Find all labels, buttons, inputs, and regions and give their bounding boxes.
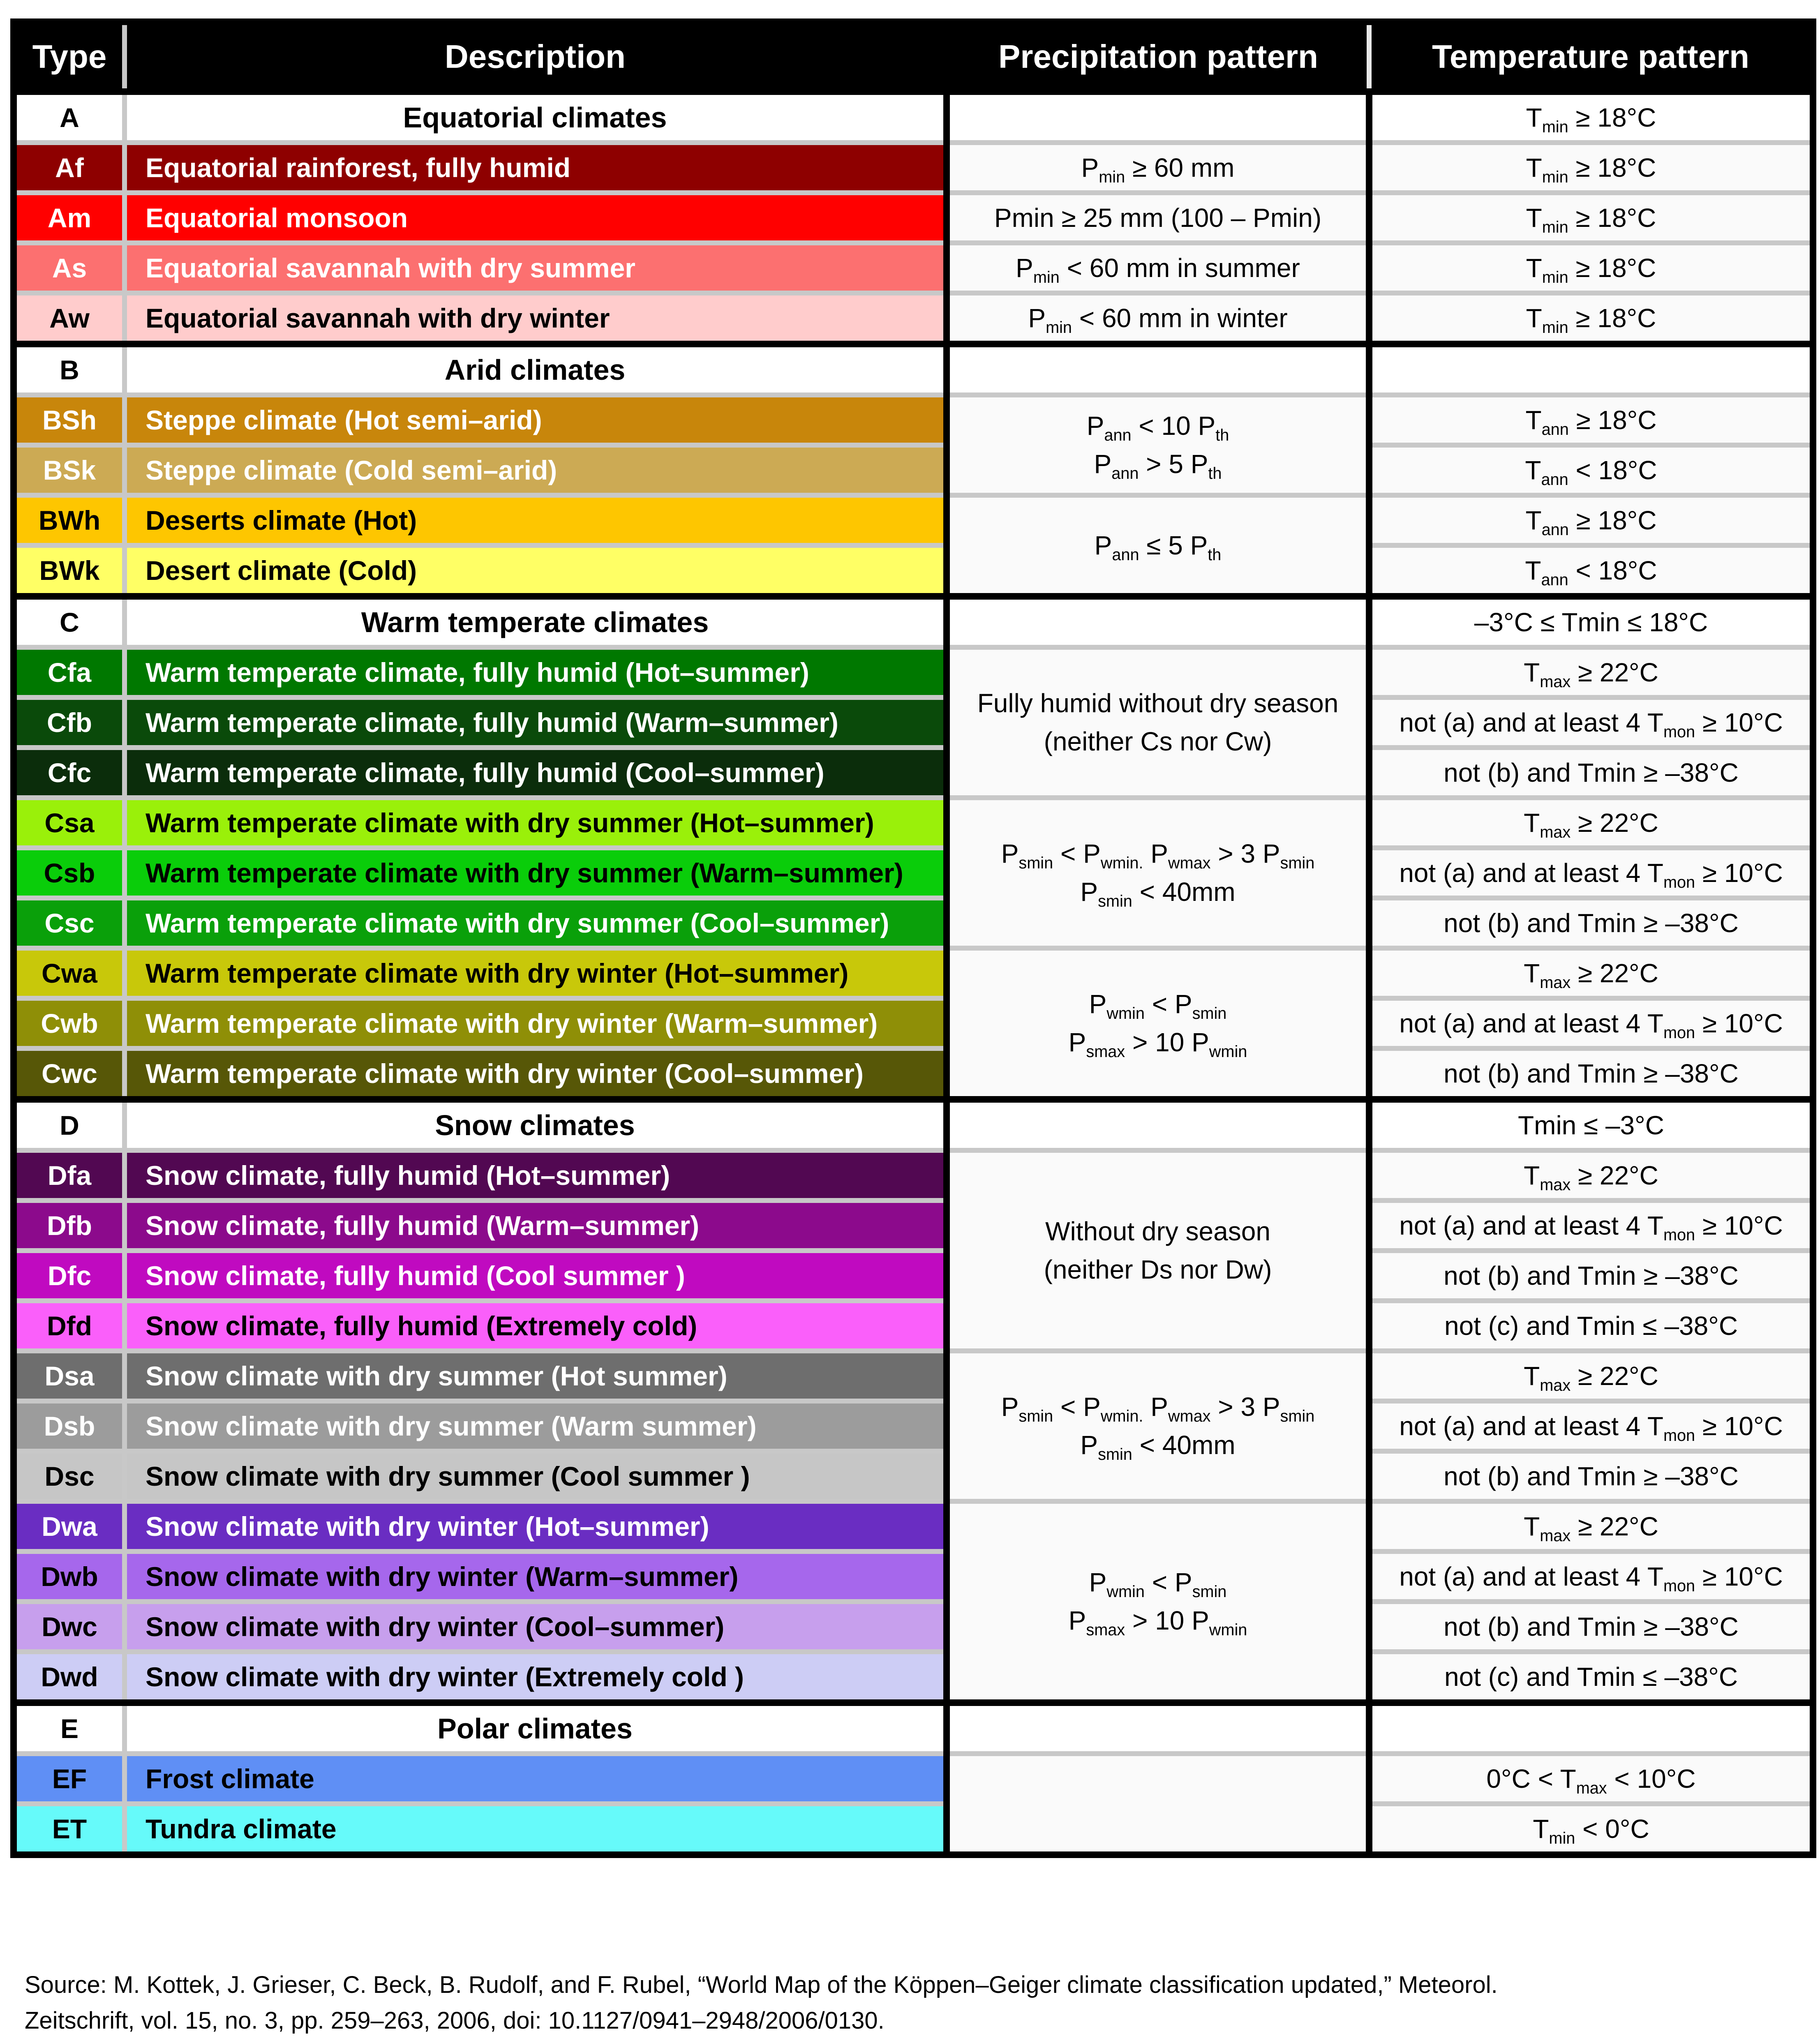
description-cell: Snow climates [125, 1099, 947, 1150]
row-cwb [14, 998, 1813, 1048]
precipitation-cell [947, 344, 1369, 395]
description-cell: Steppe climate (Hot semi–arid) [125, 395, 947, 445]
header-precipitation: Precipitation pattern [947, 22, 1369, 92]
precipitation-cell: $P_{smin} < P_{wmin.}$ $P_{wmax} > 3$ $P_{smin}$ $P_{smin} < 40mm$ [947, 1351, 1369, 1501]
row-bwk [14, 545, 1813, 596]
description-cell: Snow climate with dry winter (Hot–summer) [125, 1501, 947, 1551]
source-citation [25, 1967, 1795, 2036]
temperature-cell: $0^\circ C < T_{max} < 10^\circ C$ [1369, 1754, 1813, 1804]
type-cell: As [14, 243, 125, 293]
precipitation-cell [947, 596, 1369, 647]
header-description: Description [125, 22, 947, 92]
description-cell: Warm temperate climate with dry summer (Hot–summer) [125, 798, 947, 848]
description-cell: Steppe climate (Cold semi–arid) [125, 445, 947, 495]
row-section-b [14, 344, 1813, 395]
row-dwd [14, 1652, 1813, 1703]
temperature-cell: not (a) and at least 4 $T_{mon} \ge 10^\circ C$ [1369, 1401, 1813, 1451]
description-cell: Warm temperate climate with dry summer (Warm–summer) [125, 848, 947, 898]
precipitation-cell: $P_{ann} \le 5$ $P_{th}$ [947, 495, 1369, 596]
precipitation-cell: $P_{wmin} < P_{smin}$ $P_{smax} > 10$ $P_{wmin}$ [947, 948, 1369, 1099]
type-cell: Cfb [14, 697, 125, 748]
description-cell: Snow climate, fully humid (Extremely cold) [125, 1301, 947, 1351]
description-cell: Equatorial savannah with dry summer [125, 243, 947, 293]
row-bsh [14, 395, 1813, 445]
type-cell: Am [14, 193, 125, 243]
type-cell: C [14, 596, 125, 647]
row-dwb [14, 1551, 1813, 1602]
type-cell: Cfa [14, 647, 125, 697]
precipitation-cell: $P_{min} < 60$ mm in winter [947, 293, 1369, 344]
row-et [14, 1804, 1813, 1855]
description-cell: Warm temperate climate with dry winter (Hot–summer) [125, 948, 947, 998]
type-cell: D [14, 1099, 125, 1150]
description-cell: Snow climate with dry summer (Warm summer) [125, 1401, 947, 1451]
temperature-cell: not (b) and Tmin ≥ –38°C [1369, 1048, 1813, 1099]
temperature-cell: $T_{ann} < 18^\circ C$ [1369, 545, 1813, 596]
description-cell: Equatorial climates [125, 92, 947, 143]
row-csa [14, 798, 1813, 848]
description-cell: Desert climate (Cold) [125, 545, 947, 596]
description-cell: Tundra climate [125, 1804, 947, 1855]
description-cell: Snow climate with dry winter (Extremely cold ) [125, 1652, 947, 1703]
description-cell: Snow climate, fully humid (Warm–summer) [125, 1200, 947, 1251]
precipitation-cell: Pmin ≥ 25 mm (100 – Pmin) [947, 193, 1369, 243]
type-cell: Dwc [14, 1602, 125, 1652]
temperature-cell: Tmin ≤ –3°C [1369, 1099, 1813, 1150]
row-bwh [14, 495, 1813, 545]
temperature-cell: not (a) and at least 4 $T_{mon} \ge 10^\circ C$ [1369, 1200, 1813, 1251]
description-cell: Snow climate with dry summer (Cool summer ) [125, 1451, 947, 1501]
temperature-cell: $T_{min} \ge 18^\circ C$ [1369, 243, 1813, 293]
description-cell: Snow climate, fully humid (Hot–summer) [125, 1150, 947, 1200]
header-temperature: Temperature pattern [1369, 22, 1813, 92]
type-cell: Cwc [14, 1048, 125, 1099]
type-cell: Dwa [14, 1501, 125, 1551]
description-cell: Snow climate with dry winter (Cool–summer) [125, 1602, 947, 1652]
source-citation-line2: Zeitschrift, vol. 15, no. 3, pp. 259–263, 2006, doi: 10.1127/0941–2948/2006/0130. [25, 2007, 885, 2034]
temperature-cell: not (b) and Tmin ≥ –38°C [1369, 898, 1813, 948]
temperature-cell: $T_{ann} \ge 18^\circ C$ [1369, 395, 1813, 445]
temperature-cell [1369, 1703, 1813, 1754]
type-cell: BWk [14, 545, 125, 596]
temperature-cell: $T_{min} \ge 18^\circ C$ [1369, 193, 1813, 243]
row-ef [14, 1754, 1813, 1804]
type-cell: B [14, 344, 125, 395]
temperature-cell: not (b) and Tmin ≥ –38°C [1369, 1451, 1813, 1501]
row-dfc [14, 1251, 1813, 1301]
type-cell: Dfd [14, 1301, 125, 1351]
precipitation-cell [947, 92, 1369, 143]
precipitation-cell [947, 1099, 1369, 1150]
row-cfc [14, 748, 1813, 798]
row-af [14, 143, 1813, 193]
temperature-cell: $T_{min} \ge 18^\circ C$ [1369, 293, 1813, 344]
precipitation-cell: Without dry season (neither Ds nor Dw) [947, 1150, 1369, 1351]
row-dwa [14, 1501, 1813, 1551]
temperature-cell: $T_{min} \ge 18^\circ C$ [1369, 92, 1813, 143]
type-cell: Dsc [14, 1451, 125, 1501]
description-cell: Warm temperate climate with dry winter (Cool–summer) [125, 1048, 947, 1099]
type-cell: Dfa [14, 1150, 125, 1200]
header-row [14, 22, 1813, 92]
type-cell: BSh [14, 395, 125, 445]
description-cell: Warm temperate climate with dry winter (Warm–summer) [125, 998, 947, 1048]
description-cell: Warm temperate climates [125, 596, 947, 647]
description-cell: Warm temperate climate with dry summer (Cool–summer) [125, 898, 947, 948]
description-cell: Equatorial savannah with dry winter [125, 293, 947, 344]
type-cell: BSk [14, 445, 125, 495]
type-cell: BWh [14, 495, 125, 545]
description-cell: Equatorial monsoon [125, 193, 947, 243]
precipitation-cell: $P_{min} < 60$ mm in summer [947, 243, 1369, 293]
row-dfa [14, 1150, 1813, 1200]
temperature-cell: not (a) and at least 4 $T_{mon} \ge 10^\circ C$ [1369, 697, 1813, 748]
precipitation-cell [947, 1754, 1369, 1855]
temperature-cell: not (a) and at least 4 $T_{mon} \ge 10^\circ C$ [1369, 998, 1813, 1048]
type-cell: Csb [14, 848, 125, 898]
temperature-cell: not (a) and at least 4 $T_{mon} \ge 10^\circ C$ [1369, 1551, 1813, 1602]
type-cell: EF [14, 1754, 125, 1804]
precipitation-cell: Fully humid without dry season (neither Cs nor Cw) [947, 647, 1369, 798]
row-section-d [14, 1099, 1813, 1150]
row-cfb [14, 697, 1813, 748]
temperature-cell: $T_{min} < 0^\circ C$ [1369, 1804, 1813, 1855]
row-dfd [14, 1301, 1813, 1351]
temperature-cell: $T_{max} \ge 22^\circ C$ [1369, 798, 1813, 848]
row-bsk [14, 445, 1813, 495]
row-csb [14, 848, 1813, 898]
temperature-cell: $T_{ann} \ge 18^\circ C$ [1369, 495, 1813, 545]
row-section-c [14, 596, 1813, 647]
description-cell: Snow climate with dry winter (Warm–summer) [125, 1551, 947, 1602]
type-cell: Dfc [14, 1251, 125, 1301]
precipitation-cell: $P_{ann} < 10$ $P_{th}$ $P_{ann} > 5$ $P_{th}$ [947, 395, 1369, 495]
row-dsb [14, 1401, 1813, 1451]
temperature-cell [1369, 344, 1813, 395]
precipitation-cell: $P_{wmin} < P_{smin}$ $P_{smax} > 10$ $P_{wmin}$ [947, 1501, 1369, 1703]
temperature-cell: $T_{min} \ge 18^\circ C$ [1369, 143, 1813, 193]
temperature-cell: not (b) and Tmin ≥ –38°C [1369, 748, 1813, 798]
type-cell: Cfc [14, 748, 125, 798]
type-cell: Cwa [14, 948, 125, 998]
description-cell: Arid climates [125, 344, 947, 395]
type-cell: E [14, 1703, 125, 1754]
temperature-cell: $T_{max} \ge 22^\circ C$ [1369, 647, 1813, 697]
type-cell: Dsa [14, 1351, 125, 1401]
temperature-cell: not (a) and at least 4 $T_{mon} \ge 10^\circ C$ [1369, 848, 1813, 898]
row-section-a [14, 92, 1813, 143]
temperature-cell: not (c) and Tmin ≤ –38°C [1369, 1301, 1813, 1351]
description-cell: Equatorial rainforest, fully humid [125, 143, 947, 193]
temperature-cell: $T_{ann} < 18^\circ C$ [1369, 445, 1813, 495]
row-cfa [14, 647, 1813, 697]
row-dsa [14, 1351, 1813, 1401]
row-dsc [14, 1451, 1813, 1501]
description-cell: Warm temperate climate, fully humid (Cool–summer) [125, 748, 947, 798]
type-cell: Dwb [14, 1551, 125, 1602]
description-cell: Deserts climate (Hot) [125, 495, 947, 545]
type-cell: Aw [14, 293, 125, 344]
temperature-cell: $T_{max} \ge 22^\circ C$ [1369, 1351, 1813, 1401]
temperature-cell: $T_{max} \ge 22^\circ C$ [1369, 1150, 1813, 1200]
temperature-cell: not (b) and Tmin ≥ –38°C [1369, 1602, 1813, 1652]
row-aw [14, 293, 1813, 344]
description-cell: Frost climate [125, 1754, 947, 1804]
description-cell: Snow climate, fully humid (Cool summer ) [125, 1251, 947, 1301]
precipitation-cell: $P_{smin} < P_{wmin.}$ $P_{wmax} > 3$ $P_{smin}$ $P_{smin} < 40mm$ [947, 798, 1369, 948]
row-dfb [14, 1200, 1813, 1251]
description-cell: Polar climates [125, 1703, 947, 1754]
row-dwc [14, 1602, 1813, 1652]
source-citation-line1: Source: M. Kottek, J. Grieser, C. Beck, B. Rudolf, and F. Rubel, “World Map of the Köppen–Geiger climate classification updated,” Meteorol. [25, 1971, 1498, 1998]
temperature-cell: $T_{max} \ge 22^\circ C$ [1369, 1501, 1813, 1551]
header-type: Type [14, 22, 125, 92]
type-cell: ET [14, 1804, 125, 1855]
type-cell: Cwb [14, 998, 125, 1048]
type-cell: A [14, 92, 125, 143]
type-cell: Dfb [14, 1200, 125, 1251]
type-cell: Dsb [14, 1401, 125, 1451]
row-as [14, 243, 1813, 293]
description-cell: Warm temperate climate, fully humid (Hot–summer) [125, 647, 947, 697]
type-cell: Af [14, 143, 125, 193]
row-cwa [14, 948, 1813, 998]
type-cell: Dwd [14, 1652, 125, 1703]
description-cell: Warm temperate climate, fully humid (Warm–summer) [125, 697, 947, 748]
precipitation-cell [947, 1703, 1369, 1754]
row-cwc [14, 1048, 1813, 1099]
temperature-cell: $T_{max} \ge 22^\circ C$ [1369, 948, 1813, 998]
row-am [14, 193, 1813, 243]
koppen-classification-table [10, 18, 1816, 1858]
temperature-cell: not (b) and Tmin ≥ –38°C [1369, 1251, 1813, 1301]
row-csc [14, 898, 1813, 948]
type-cell: Csc [14, 898, 125, 948]
type-cell: Csa [14, 798, 125, 848]
temperature-cell: –3°C ≤ Tmin ≤ 18°C [1369, 596, 1813, 647]
precipitation-cell: $P_{min} \ge 60$ mm [947, 143, 1369, 193]
description-cell: Snow climate with dry summer (Hot summer) [125, 1351, 947, 1401]
row-section-e [14, 1703, 1813, 1754]
temperature-cell: not (c) and Tmin ≤ –38°C [1369, 1652, 1813, 1703]
